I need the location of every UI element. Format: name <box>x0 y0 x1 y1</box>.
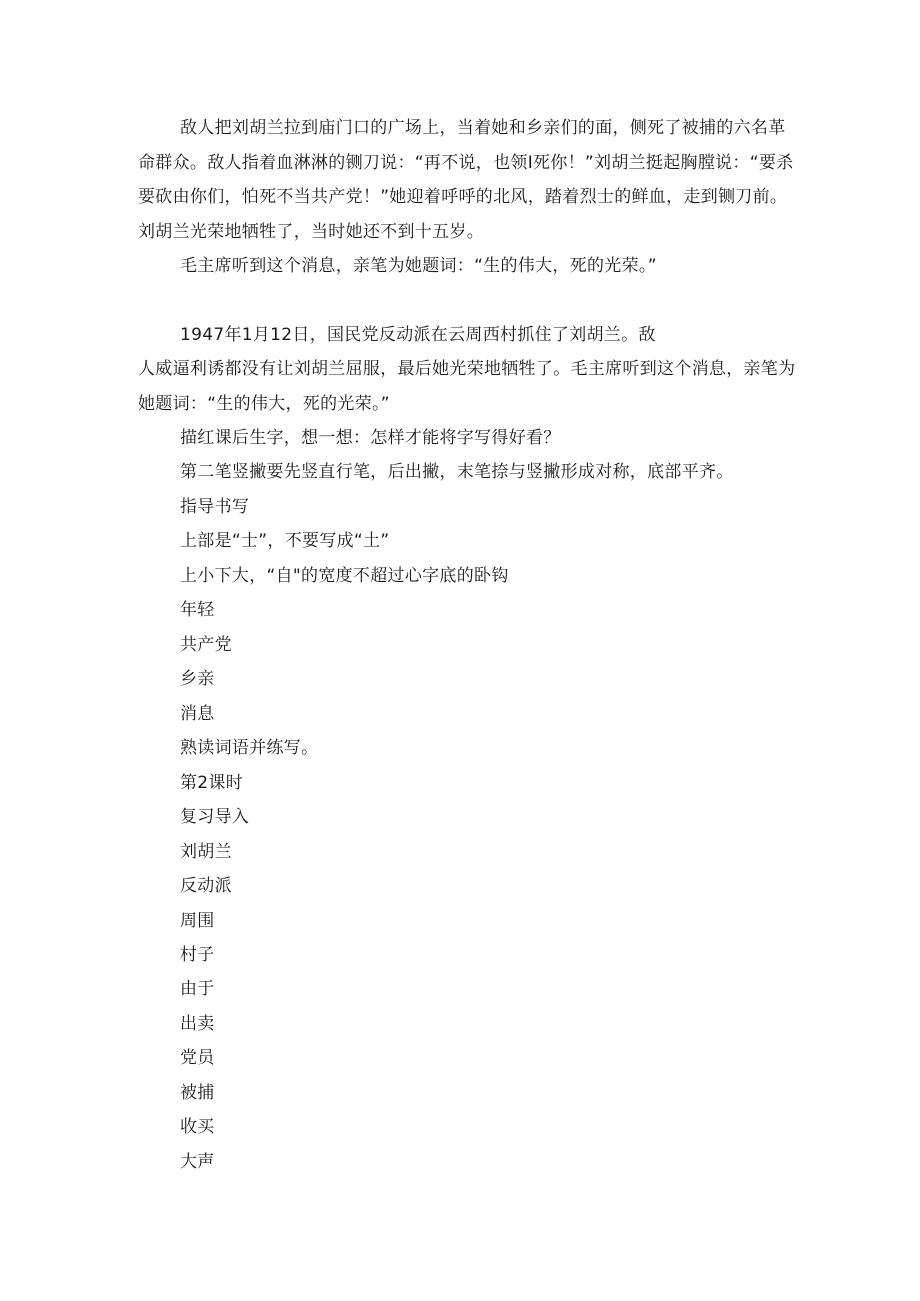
list-item: 大声 <box>180 1152 215 1172</box>
list-item: 上小下大，“自"的宽度不超过心字底的卧钩 <box>180 566 509 586</box>
list-item: 消息 <box>180 704 215 724</box>
paragraph-capture-date: 1947年1月12日，国民党反动派在云周西村抓住了刘胡兰。敌 <box>180 325 656 345</box>
paragraph-summary: 人威逼利诱都没有让刘胡兰屈服，最后她光荣地牺牲了。毛主席听到这个消息，亲笔为她题词：“生的伟大，死的光荣。” <box>138 359 796 414</box>
list-item: 出卖 <box>180 1014 215 1034</box>
list-item: 被捕 <box>180 1083 215 1103</box>
list-item: 上部是“士”，不要写成“土” <box>180 531 390 551</box>
list-item: 熟读词语并练写。 <box>180 738 319 758</box>
paragraph-mao-inscription: 毛主席听到这个消息，亲笔为她题词：“生的伟大，死的光荣。” <box>180 256 657 276</box>
list-item: 由于 <box>180 979 215 999</box>
list-item: 村子 <box>180 945 215 965</box>
list-item: 共产党 <box>180 635 232 655</box>
list-item: 乡亲 <box>180 669 215 689</box>
list-item: 刘胡兰 <box>180 842 232 862</box>
list-item: 周围 <box>180 911 215 931</box>
list-item: 反动派 <box>180 876 232 896</box>
list-item: 复习导入 <box>180 807 250 827</box>
paragraph-execution-story: 敌人把刘胡兰拉到庙门口的广场上，当着她和乡亲们的面，侧死了被捕的六名革命群众。敌人指着血淋淋的铡刀说：“再不说，也领I死你！”刘胡兰挺起胸膛说：“要杀要砍由你们，怕死不当共产党！”她迎着呼呼的北风，踏着烈士的鲜血，走到铡刀前。刘胡兰光荣地牺牲了，当时她还不到十五岁。 <box>138 118 794 242</box>
list-item: 年轻 <box>180 600 215 620</box>
list-item: 第二笔竖撇要先竖直行笔，后出撇，末笔捺与竖撇形成对称，底部平齐。 <box>180 462 734 482</box>
list-item: 第2课时 <box>180 773 244 793</box>
list-item: 描红课后生字，想一想：怎样才能将字写得好看？ <box>180 428 561 448</box>
list-item: 收买 <box>180 1117 215 1137</box>
list-item: 党员 <box>180 1048 215 1068</box>
list-item: 指导书写 <box>180 497 250 517</box>
